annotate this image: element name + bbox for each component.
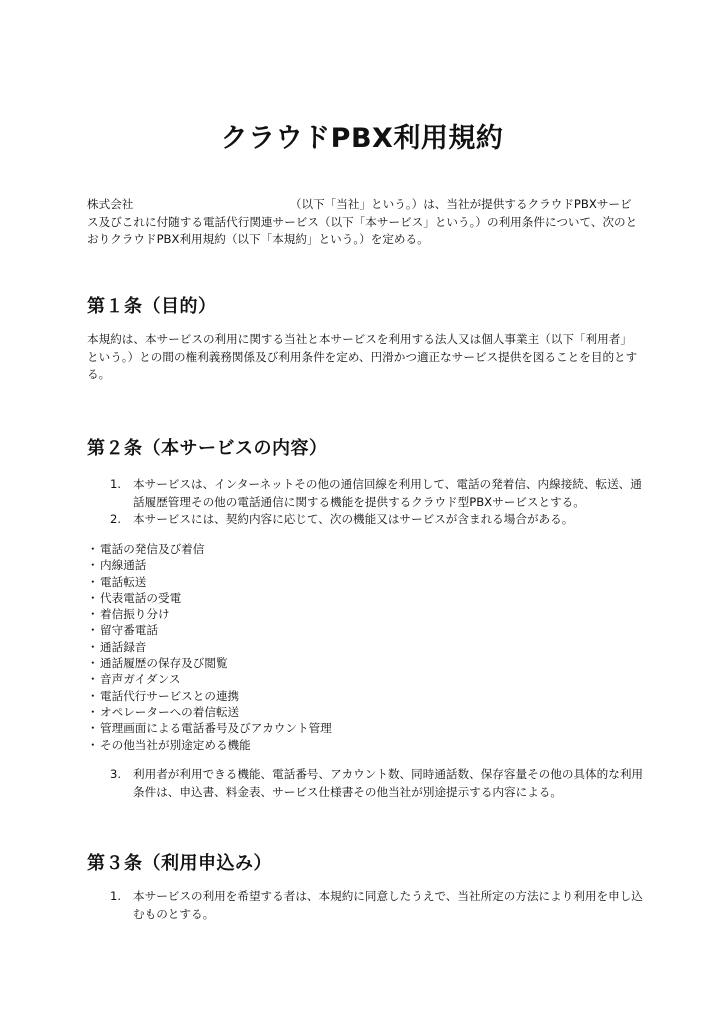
feature-item (87, 720, 487, 736)
feature-text: 着信振り分け (100, 607, 170, 622)
list-item-text: 本サービスの利用を希望する者は、本規約に同意したうえで、当社所定の方法により利用を申し込むものとする。 (133, 889, 643, 921)
feature-text: 内線通話 (100, 558, 147, 573)
feature-text: 管理画面による電話番号及びアカウント管理 (100, 721, 332, 736)
article-3-heading: 第３条（利用申込み） (87, 853, 272, 874)
feature-item (87, 688, 487, 704)
list-item-text: 本サービスには、契約内容に応じて、次の機能又はサービスが含まれる場合がある。 (133, 512, 574, 526)
bullet-icon: ・ (87, 688, 99, 703)
article-3-numbered-list (87, 888, 647, 923)
feature-item (87, 704, 487, 720)
feature-item (87, 590, 487, 606)
feature-text: 留守番電話 (100, 623, 158, 638)
bullet-icon: ・ (87, 607, 99, 622)
intro-paragraph: 株式会社 （以下「当社」という。）は、当社が提供するクラウドPBXサービス及びこれに付随する電話代行関連サービス（以下「本サービス」という。）の利用条件について、次のとおりクラウドPBX利用規約（以下「本規約」という。）を定める。 (87, 197, 638, 246)
list-item (87, 511, 647, 529)
feature-bullet-list (87, 541, 487, 753)
feature-item (87, 737, 487, 753)
bullet-icon: ・ (87, 623, 99, 638)
feature-text: 電話代行サービスとの連携 (100, 688, 240, 703)
feature-item (87, 622, 487, 638)
list-item-number: 2. (110, 512, 122, 526)
document-title: クラウドPBX利用規約 (220, 123, 504, 154)
feature-text: オペレーターへの着信転送 (100, 704, 240, 719)
list-item (87, 766, 647, 801)
feature-item (87, 557, 487, 573)
article-1-heading: 第１条（目的） (87, 296, 217, 317)
bullet-icon: ・ (87, 656, 99, 671)
list-item-number: 3. (110, 767, 122, 781)
bullet-icon: ・ (87, 590, 99, 605)
list-item-number: 1. (110, 889, 122, 903)
article-1-body: 本規約は、本サービスの利用に関する当社と本サービスを利用する法人又は個人事業主（以下「利用者」という。）との間の権利義務関係及び利用条件を定め、円滑かつ適正なサービス提供を図ることを目的とする。 (87, 332, 638, 381)
feature-item (87, 655, 487, 671)
feature-text: 音声ガイダンス (100, 672, 181, 687)
feature-text: その他当社が別途定める機能 (100, 737, 251, 752)
feature-item (87, 574, 487, 590)
article-2-numbered-list (87, 476, 647, 529)
bullet-icon: ・ (87, 574, 99, 589)
list-item (87, 888, 647, 923)
article-2-heading: 第２条（本サービスの内容） (87, 438, 328, 459)
feature-text: 代表電話の受電 (100, 590, 182, 605)
feature-text: 電話の発信及び着信 (100, 542, 205, 556)
bullet-icon: ・ (87, 704, 99, 719)
feature-text: 電話転送 (100, 574, 147, 589)
bullet-icon: ・ (87, 672, 99, 687)
bullet-icon: ・ (87, 721, 99, 736)
list-item-text: 本サービスは、インターネットその他の通信回線を利用して、電話の発着信、内線接続、転送、通話履歴管理その他の電話通信に関する機能を提供するクラウド型PBXサービスとする。 (133, 477, 642, 509)
list-item-text: 利用者が利用できる機能、電話番号、アカウント数、同時通話数、保存容量その他の具体的な利用条件は、申込書、料金表、サービス仕様書その他当社が別途提示する内容による。 (133, 767, 644, 799)
bullet-icon: ・ (87, 639, 99, 654)
feature-text: 通話履歴の保存及び閲覧 (100, 656, 228, 671)
feature-item (87, 639, 487, 655)
bullet-icon: ・ (87, 737, 99, 752)
article-2-numbered-list-continued (87, 766, 647, 801)
feature-item (87, 606, 487, 622)
bullet-icon: ・ (87, 558, 99, 573)
list-item-number: 1. (110, 477, 122, 491)
feature-text: 通話録音 (100, 639, 147, 654)
list-item (87, 476, 647, 511)
feature-item (87, 671, 487, 687)
feature-item (87, 541, 487, 557)
bullet-icon: ・ (87, 542, 99, 556)
